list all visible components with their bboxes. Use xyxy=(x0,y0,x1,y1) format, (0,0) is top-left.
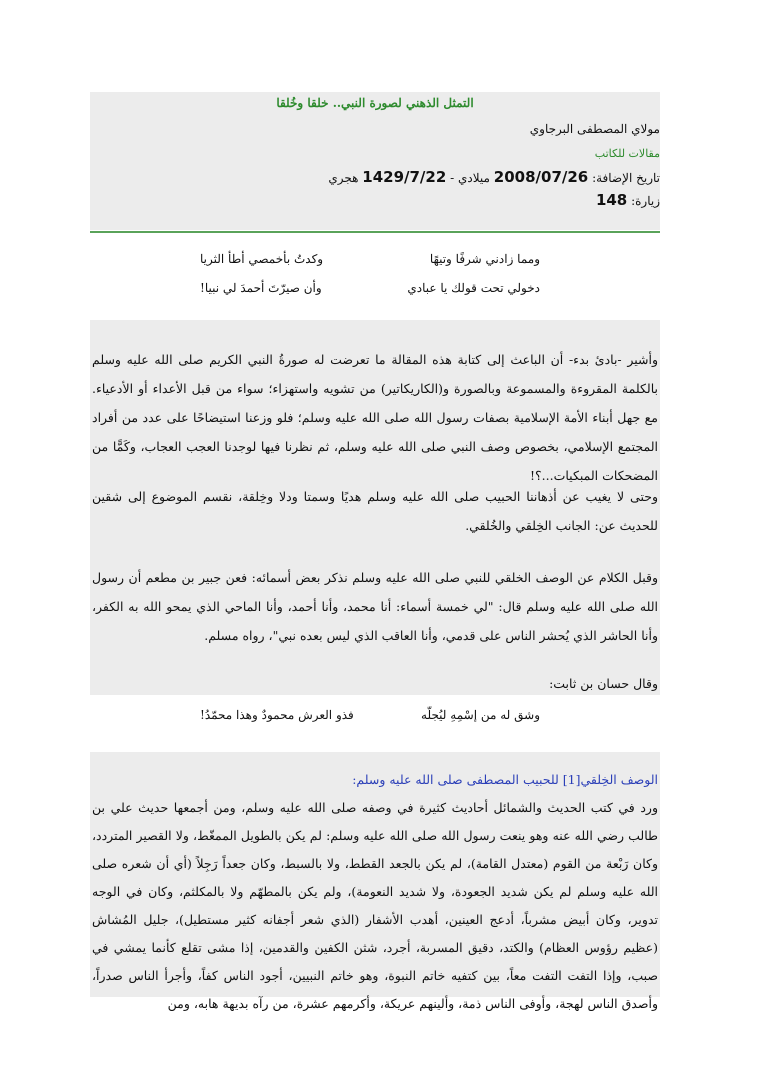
poem-hemistich: ومما زادني شرفًا وتيهًا xyxy=(429,252,540,266)
article-title[interactable]: التمثل الذهني لصورة النبي.. خلقا وخُلقا xyxy=(276,96,474,110)
visits-count: 148 xyxy=(595,191,628,209)
date-hijri-suffix: هجري xyxy=(328,171,359,185)
section-text: ورد في كتب الحديث والشمائل أحاديث كثيرة في وصفه صلى الله عليه وسلم، ومن أجمعها حديث علي بن طالب رضي الله عنه وهو ينعت رسول الله صلى الله عليه وسلم: لم يكن بالطويل الممغّط، ولا القصير المتردد، وكان رَبْعة من القوم (معتدل القامة)، لم يكن بالجعد القطط، ولا بالسبط، وكان جعداً رَجِلاً (أي أن شعره صلى الله عليه وسلم لم يكن شديد الجعودة، ولا شديد النعومة)، ولم يكن بالمطهّم ولا بالمكلثم، وكان في الوجه تدوير، وكان أبيض مشرباً، أدعج العينين، أهدب الأشفار (الذي شعر أجفانه كثير مستطيل)، جليل المُشاش (عظيم رؤوس العظام) والكتد، دقيق المسربة، أجرد، شثن الكفين والقدمين، إذا مشى تقلع كأنما يمشي في صبب، وإذا التفت التفت معاً، بين كتفيه خاتم النبوة، وهو خاتم النبيين، أجود الناس كفاً، وأجرأ الناس صدراً، وأصدق الناس لهجة، وأوفى الناس ذمة، وألينهم عريكة، وأكرمهم عشرة، من رآه بديهة هابه، ومن xyxy=(92,800,658,1011)
poem-hemistich: وأن صيرّتَ أحمدَ لي نبيا! xyxy=(200,281,322,295)
category-link[interactable]: مقالات للكاتب xyxy=(594,147,660,160)
poem-line-2 xyxy=(200,281,540,295)
poem-line-1 xyxy=(200,252,540,266)
date-greg-suffix: ميلادي - xyxy=(450,171,490,185)
header-panel xyxy=(90,92,660,230)
date-label: تاريخ الإضافة: xyxy=(592,171,660,185)
visits-line xyxy=(596,191,660,209)
paragraph-plan: وحتى لا يغيب عن أذهاننا الحبيب صلى الله عليه وسلم هديًا وسمتا ودلا وخِلقة، نقسم الموضوع إلى شقين للحديث عن: الجانب الخِلقي والخُلقي. xyxy=(92,489,658,533)
section-block xyxy=(92,766,658,1018)
poem-line-3 xyxy=(200,708,540,722)
author-name[interactable]: مولاي المصطفى البرجاوي xyxy=(529,122,660,136)
paragraph-names: وقبل الكلام عن الوصف الخلقي للنبي صلى الله عليه وسلم نذكر بعض أسمائه: فعن جبير بن مطعم أن رسول الله صلى الله عليه وسلم قال: "لي خمسة أسماء: أنا محمد، وأنا أحمد، وأنا الماحي الذي يمحو الله به الكفر، وأنا الحاشر الذي يُحشر الناس على قدمي، وأنا العاقب الذي ليس بعده نبي"، رواه مسلم. xyxy=(92,570,658,643)
poem-hemistich: فذو العرش محمودٌ وهذا محمّدُ! xyxy=(200,708,354,722)
visits-label: زيارة: xyxy=(631,194,660,208)
poem-hemistich: وكدتُ بأخمصي أطأ الثريا xyxy=(200,252,324,266)
date-gregorian: 2008/07/26 xyxy=(493,168,589,186)
date-hijri: 1429/7/22 xyxy=(362,168,447,186)
poem-hemistich: دخولي تحت قولك يا عبادي xyxy=(407,281,540,295)
footnote-link[interactable]: [1] xyxy=(562,772,581,787)
divider xyxy=(90,231,660,233)
section-heading: الوصف الخِلقي xyxy=(580,772,658,787)
poem-hemistich: وشق له من إسْمِهِ ليُجلّه xyxy=(421,708,540,722)
paragraph-intro: وأشير -بادئ بدء- أن الباعث إلى كتابة هذه المقالة ما تعرضت له صورةُ النبي الكريم صلى الله عليه وسلم بالكلمة المقروءة والمسموعة وبالصورة و(الكاريكاتير) من تشويه واستهزاء؛ سواء من قبل الأعداء أو الأدعياء. مع جهل أبناء الأمة الإسلامية بصفات رسول الله صلى الله عليه وسلم؛ فلو وزعنا استيضاحًا على عدد من أفراد المجتمع الإسلامي، بخصوص وصف النبي صلى الله عليه وسلم، ثم نظرنا فيها لوجدنا العجب العجاب، وكَمًّا من المضحكات المبكيات...؟! xyxy=(92,352,658,483)
date-line xyxy=(328,168,660,186)
paragraph-hassan: وقال حسان بن ثابت: xyxy=(549,676,658,691)
section-heading-rest: للحبيب المصطفى صلى الله عليه وسلم: xyxy=(352,772,563,787)
